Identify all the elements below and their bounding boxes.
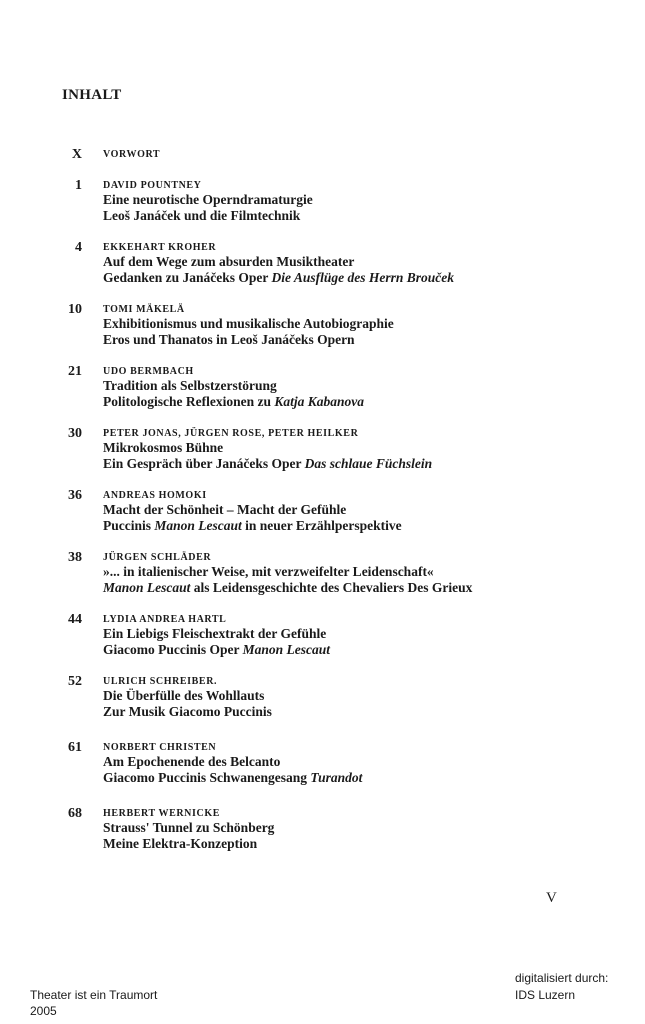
toc-title: Macht der Schönheit – Macht der Gefühle xyxy=(103,502,347,517)
toc-author: TOMI MÄKELÄ xyxy=(103,304,185,315)
toc-subtitle-italic: Das schlaue Füchslein xyxy=(304,456,433,471)
toc-title: Am Epochenende des Belcanto xyxy=(103,754,281,769)
toc-author: EKKEHART KROHER xyxy=(103,242,217,253)
toc-subtitle-text: Politologische Reflexionen zu xyxy=(103,394,275,409)
toc-author: LYDIA ANDREA HARTL xyxy=(103,614,227,625)
toc-author: JÜRGEN SCHLÄDER xyxy=(103,552,212,563)
toc-page-number: X xyxy=(71,147,82,162)
toc-title: Eine neurotische Operndramaturgie xyxy=(103,192,313,207)
toc-subtitle-italic: Manon Lescaut xyxy=(154,518,242,533)
toc-title: Exhibitionismus und musikalische Autobiographie xyxy=(103,316,394,331)
toc-title: Mikrokosmos Bühne xyxy=(103,440,224,455)
toc-title: Die Überfülle des Wohllauts xyxy=(103,688,265,703)
toc-page-number: 68 xyxy=(68,806,82,821)
toc-subtitle-text: Zur Musik Giacomo Puccinis xyxy=(103,704,272,719)
toc-title: Auf dem Wege zum absurden Musiktheater xyxy=(103,254,355,269)
toc-subtitle-text: Giacomo Puccinis Schwanengesang xyxy=(103,770,311,785)
toc-subtitle-text: Puccinis xyxy=(103,518,155,533)
toc-subtitle xyxy=(103,580,472,596)
toc-subtitle xyxy=(103,642,330,658)
toc-title: Strauss' Tunnel zu Schönberg xyxy=(103,820,275,835)
page-number: V xyxy=(546,890,557,906)
toc-subtitle xyxy=(103,208,300,224)
toc-subtitle-text: Meine Elektra-Konzeption xyxy=(103,836,258,851)
toc-subtitle xyxy=(103,394,364,410)
toc-subtitle-text: als Leidensgeschichte des Chevaliers Des Grieux xyxy=(190,580,473,595)
toc-subtitle-text: Eros und Thanatos in Leoš Janáčeks Opern xyxy=(103,332,355,347)
toc-page-number: 38 xyxy=(68,550,82,565)
toc-subtitle-italic: Turandot xyxy=(310,770,363,785)
footer-source-title: Theater ist ein Traumort xyxy=(30,988,158,1002)
toc-author: ULRICH SCHREIBER. xyxy=(103,676,218,687)
toc-subtitle-text: Leoš Janáček und die Filmtechnik xyxy=(103,208,301,223)
toc-author: UDO BERMBACH xyxy=(103,366,194,377)
toc-author: DAVID POUNTNEY xyxy=(103,180,202,191)
toc-page-number: 36 xyxy=(68,488,82,503)
toc-heading: INHALT xyxy=(62,87,122,103)
footer-digitized xyxy=(515,970,608,1004)
toc-subtitle-text: Giacomo Puccinis Oper xyxy=(103,642,243,657)
toc-subtitle xyxy=(103,518,402,534)
toc-page-number: 52 xyxy=(68,674,82,689)
toc-title: Ein Liebigs Fleischextrakt der Gefühle xyxy=(103,626,327,641)
toc-author: NORBERT CHRISTEN xyxy=(103,742,217,753)
toc-page-number: 30 xyxy=(68,426,82,441)
footer-digitized-by: IDS Luzern xyxy=(515,988,576,1002)
toc-page-number: 1 xyxy=(75,178,82,193)
toc-author: VORWORT xyxy=(103,149,161,160)
toc-subtitle-italic: Katja Kabanova xyxy=(274,394,364,409)
toc-subtitle xyxy=(103,332,355,348)
toc-title: Tradition als Selbstzerstörung xyxy=(103,378,277,393)
toc-subtitle-text: Ein Gespräch über Janáčeks Oper xyxy=(103,456,305,471)
footer-digitized-label: digitalisiert durch: xyxy=(515,971,609,985)
toc-subtitle xyxy=(103,456,432,472)
toc-page-number: 44 xyxy=(68,612,82,627)
toc-subtitle-italic: Die Ausflüge des Herrn Brouček xyxy=(271,270,455,285)
toc-subtitle xyxy=(103,270,454,286)
toc-page-number: 4 xyxy=(75,240,82,255)
toc-subtitle-italic: Manon Lescaut xyxy=(103,580,191,595)
toc-author: PETER JONAS, JÜRGEN ROSE, PETER HEILKER xyxy=(103,428,359,439)
toc-title: »... in italienischer Weise, mit verzweifelter Leidenschaft« xyxy=(103,564,434,579)
toc-subtitle xyxy=(103,704,272,720)
toc-page-number: 10 xyxy=(68,302,82,317)
footer-source xyxy=(30,987,157,1019)
footer-source-year: 2005 xyxy=(30,1004,57,1018)
toc-author: ANDREAS HOMOKI xyxy=(103,490,207,501)
toc-subtitle-text: in neuer Erzählperspektive xyxy=(241,518,402,533)
toc-subtitle xyxy=(103,836,257,852)
toc-subtitle-italic: Manon Lescaut xyxy=(242,642,331,657)
toc-page-number: 61 xyxy=(68,740,82,755)
toc-subtitle xyxy=(103,770,362,786)
toc-page-number: 21 xyxy=(68,364,82,379)
toc-subtitle-text: Gedanken zu Janáčeks Oper xyxy=(103,270,272,285)
toc-author: HERBERT WERNICKE xyxy=(103,808,220,819)
